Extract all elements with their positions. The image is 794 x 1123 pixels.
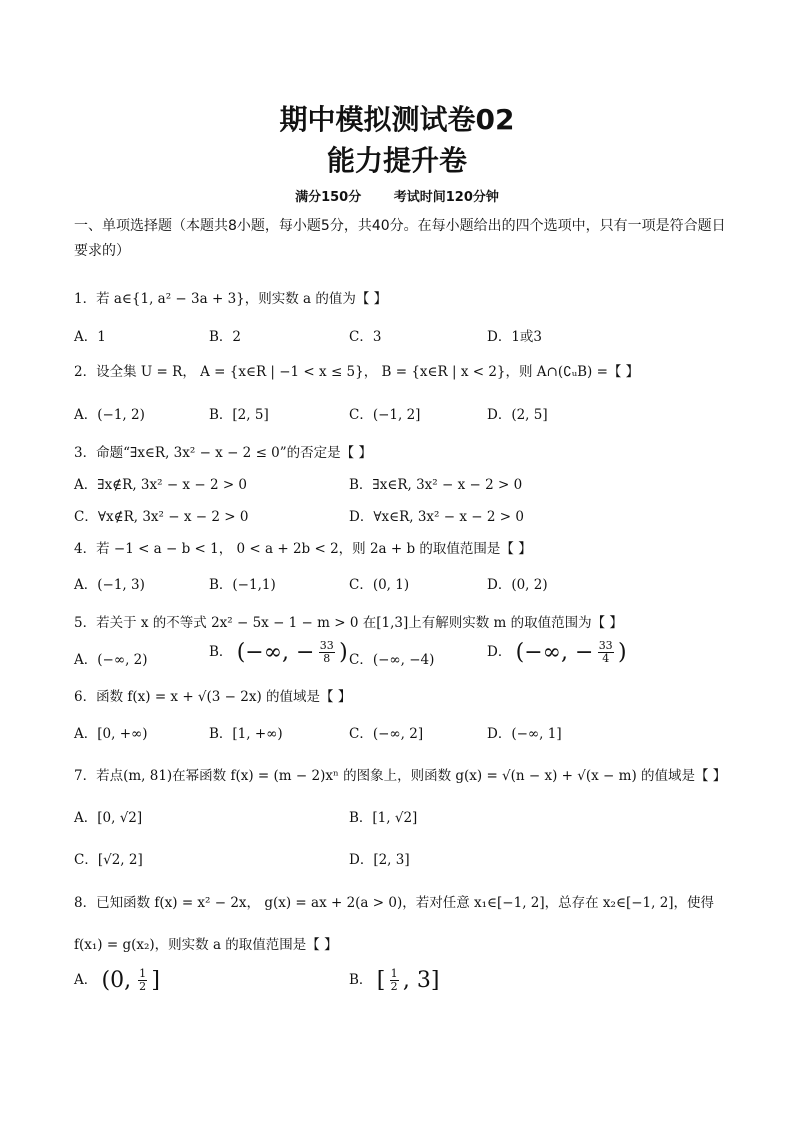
question-6-option-d: D．(−∞, 1]: [487, 726, 562, 742]
question-4-option-c: C．(0, 1): [349, 577, 410, 593]
option-letter: D．: [487, 644, 512, 660]
fraction-numerator: 1: [390, 967, 398, 980]
fraction-suffix: ]: [151, 968, 161, 993]
fraction-denominator: 2: [390, 980, 398, 993]
section-heading: 一、单项选择题（本题共8小题，每小题5分，共40分。在每小题给出的四个选项中，只有一项是符合题日要求的）: [74, 218, 726, 259]
question-8-stem: 8．已知函数 f(x) = x² − 2x， g(x) = ax + 2(a > 0)，若对任意 x₁∈[−1, 2]，总存在 x₂∈[−1, 2]，使得: [74, 895, 715, 911]
question-1-option-a: A．1: [74, 329, 106, 345]
fraction-denominator: 4: [602, 652, 610, 665]
question-2-option-c: C．(−1, 2]: [349, 407, 421, 423]
fraction-numerator: 33: [319, 639, 334, 652]
question-1-stem: 1．若 a∈{1, a² − 3a + 3}，则实数 a 的值为【 】: [74, 291, 388, 307]
fraction-prefix: [: [376, 968, 386, 993]
question-1-option-b: B．2: [209, 329, 242, 345]
question-6-option-b: B．[1, +∞): [209, 726, 283, 742]
fraction-denominator: 2: [139, 980, 147, 993]
question-6-option-c: C．(−∞, 2]: [349, 726, 424, 742]
question-4-stem: 4．若 −1 < a − b < 1， 0 < a + 2b < 2，则 2a + b 的取值范围是【 】: [74, 541, 532, 557]
exam-time: 考试时间120分钟: [393, 190, 499, 205]
option-letter: B．: [209, 644, 233, 660]
question-8-stem-continued: f(x₁) = g(x₂)，则实数 a 的取值范围是【 】: [74, 937, 338, 953]
page-title: 期中模拟测试卷02: [279, 103, 515, 136]
question-5-option-a: A．(−∞, 2): [74, 652, 148, 668]
question-8-option-b: [349, 968, 439, 993]
total-score: 满分150分: [295, 190, 362, 205]
question-5-stem: 5．若关于 x 的不等式 2x² − 5x − 1 − m > 0 在[1,3]上有解则实数 m 的取值范围为【 】: [74, 615, 623, 631]
fraction-suffix: , 3]: [402, 968, 440, 993]
fraction-denominator: 8: [323, 652, 331, 665]
question-7-option-d: D．[2, 3]: [349, 852, 410, 868]
fraction-suffix: ): [617, 640, 627, 665]
option-letter: B．: [349, 972, 373, 988]
fraction: [598, 640, 614, 665]
page-subtitle: 能力提升卷: [326, 144, 467, 177]
question-4-option-d: D．(0, 2): [487, 577, 548, 593]
fraction-prefix: (0,: [101, 968, 139, 993]
question-4-option-a: A．(−1, 3): [74, 577, 145, 593]
question-2-stem: 2．设全集 U = R， A = {x∈R | −1 < x ≤ 5}， B = {x∈R | x < 2}，则 A∩(∁ᵤB) =【 】: [74, 364, 640, 380]
fraction-numerator: 1: [139, 967, 147, 980]
fraction: [390, 968, 399, 993]
fraction: [319, 640, 335, 665]
question-7-stem: 7．若点(m, 81)在幂函数 f(x) = (m − 2)xⁿ 的图象上，则函数 g(x) = √(n − x) + √(x − m) 的值域是【 】: [74, 768, 727, 784]
question-5-option-b: [209, 640, 348, 665]
question-2-option-b: B．[2, 5]: [209, 407, 269, 423]
question-3-stem: 3．命题“∃x∈R, 3x² − x − 2 ≤ 0”的否定是【 】: [74, 445, 372, 461]
question-7-option-c: C．[√2, 2]: [74, 852, 143, 868]
question-3-option-d: D．∀x∈R, 3x² − x − 2 > 0: [349, 509, 524, 525]
question-8-option-a: [74, 968, 160, 993]
option-letter: A．: [74, 972, 98, 988]
question-7-option-a: A．[0, √2]: [74, 810, 143, 826]
question-4-option-b: B．(−1,1): [209, 577, 276, 593]
question-3-option-a: A．∃x∉R, 3x² − x − 2 > 0: [74, 477, 248, 493]
question-6-stem: 6．函数 f(x) = x + √(3 − 2x) 的值域是【 】: [74, 689, 352, 705]
fraction: [138, 968, 147, 993]
question-1-option-d: D．1或3: [487, 329, 543, 345]
question-2-option-d: D．(2, 5]: [487, 407, 548, 423]
exam-info: [0, 186, 794, 205]
fraction-prefix: (−∞, −: [515, 640, 594, 665]
question-6-option-a: A．[0, +∞): [74, 726, 148, 742]
question-7-option-b: B．[1, √2]: [349, 810, 418, 826]
question-3-option-b: B．∃x∈R, 3x² − x − 2 > 0: [349, 477, 523, 493]
question-2-option-a: A．(−1, 2): [74, 407, 145, 423]
question-3-option-c: C．∀x∉R, 3x² − x − 2 > 0: [74, 509, 249, 525]
fraction-prefix: (−∞, −: [236, 640, 315, 665]
fraction-suffix: ): [339, 640, 348, 665]
question-5-option-d: [487, 640, 627, 665]
question-1-option-c: C．3: [349, 329, 382, 345]
fraction-numerator: 33: [598, 639, 613, 652]
question-5-option-c: C．(−∞, −4): [349, 652, 435, 668]
